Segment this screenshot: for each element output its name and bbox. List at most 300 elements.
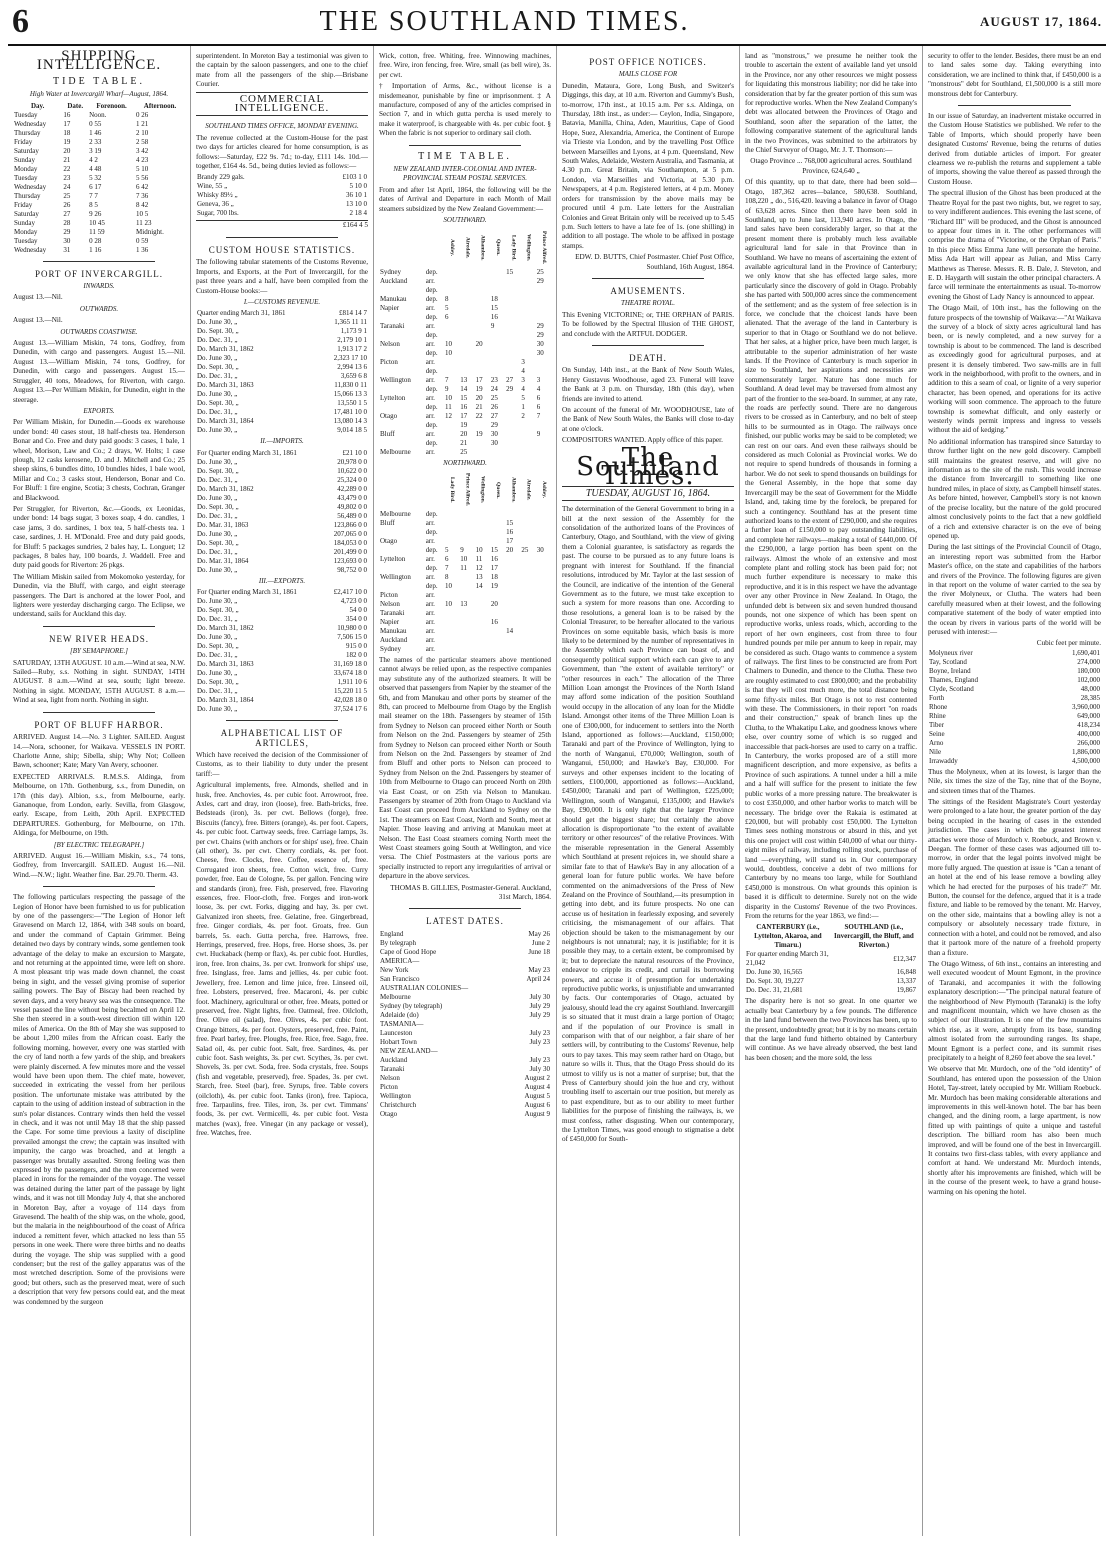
table-cell <box>505 421 520 430</box>
table-cell <box>505 618 520 627</box>
divider <box>592 345 704 346</box>
table-cell <box>459 295 474 304</box>
table-cell: Melbourne <box>380 447 411 456</box>
masthead <box>8 0 1106 46</box>
table-cell: For Quarter ending March 31, 1861 <box>197 448 297 457</box>
table-cell <box>459 582 474 591</box>
editorial-conclusion: The disparity here is not so great. In one quarter we actually beat Canterbury by a few pounds. The difference in the land fund between the two Provinces has been, up to the present, undoubtedly great; but it is by no means certain that the large land fund hitherto obtained by Canterbury will continue. As we have already observed, the best land has been chosen; and the more sold, the less <box>745 997 917 1062</box>
table-cell: 15 <box>506 267 514 276</box>
exports-row <box>196 597 368 606</box>
table-cell: 18 <box>63 128 71 137</box>
table-cell <box>505 412 520 421</box>
table-cell: 1,913 17 2 <box>337 345 367 354</box>
tide-row <box>13 183 185 192</box>
table-cell: 15 <box>490 545 498 554</box>
duty-row <box>196 209 368 218</box>
amusements-heading: AMUSEMENTS. <box>610 285 686 296</box>
table-cell: Do. Sept. 30, „ <box>197 678 239 687</box>
alphabetical-heading: ALPHABETICAL LIST OF ARTICLES, <box>220 728 344 748</box>
table-cell: Do. Sept. 30, „ <box>197 466 239 475</box>
table-cell: Do. Mar. 31, 1864 <box>197 556 249 565</box>
duty-row <box>196 191 368 200</box>
northward-header: Lady Bird. <box>449 477 456 503</box>
table-cell <box>444 322 459 331</box>
table-cell: 30 <box>63 236 71 245</box>
northward-header <box>425 470 444 510</box>
table-cell: Picton <box>380 1082 398 1091</box>
latest-date-row <box>379 1011 551 1020</box>
table-cell: England <box>380 929 404 938</box>
table-cell <box>444 421 459 430</box>
table-cell: 0 59 <box>136 236 149 245</box>
table-cell <box>475 313 490 322</box>
table-cell: Do. March 31, 1862 <box>197 345 254 354</box>
table-cell <box>520 421 535 430</box>
table-cell <box>444 331 459 340</box>
table-cell: Do. Dec. 31, „ <box>197 687 238 696</box>
table-cell <box>490 286 505 295</box>
table-cell: Molyneux river <box>929 648 973 657</box>
table-cell: 1,886,000 <box>1072 747 1100 756</box>
table-cell <box>520 564 535 573</box>
tide-row <box>13 210 185 219</box>
table-cell: Sydney (by telegraph) <box>380 1001 443 1010</box>
southward-row <box>379 448 551 457</box>
column-notices <box>557 46 740 1536</box>
table-cell: Do. June 30, „ <box>197 529 238 538</box>
table-cell: Do. Sept. 30, „ <box>197 363 239 372</box>
table-cell: Taranaki <box>380 608 405 617</box>
table-cell: 2,994 13 6 <box>337 363 367 372</box>
table-cell: Quarter ending March 31, 1861 <box>197 309 286 318</box>
table-cell: Sydney <box>380 267 401 276</box>
table-cell: Rhone <box>929 702 948 711</box>
agricultural-acres: Otago Province ... 768,000 agricultural acres. Southland Province, 624,640 „ <box>750 157 912 175</box>
table-cell: 10 <box>460 554 468 563</box>
exports-row <box>196 705 368 714</box>
exports-row <box>196 633 368 642</box>
northward-header: Prince Alfred. <box>464 473 471 507</box>
newspaper-title: THE SOUTHLAND TIMES. <box>319 6 690 37</box>
tide-table <box>13 102 185 255</box>
table-cell: 4 <box>536 384 541 393</box>
table-cell: arr. <box>425 303 435 312</box>
table-cell: 3 <box>521 357 525 366</box>
southward-row <box>379 394 551 403</box>
exports-row <box>196 660 368 669</box>
exports-text: Per William Miskin, for Dunedin.—Goods ex warehouse under bond: 40 cases stout, 18 half-chests tea. Henderson Bonar and Co. Free and duty paid goods: 3 cases, 1 bale, 1 wheel, Morison, Law and Co.; 2 drays, W. Holts; 1 case plough, 12 casks kerosene, D. and J. Mitchell and Co.; 25 sheep skins, 6 bundles ditto, 10 bundles hides, 1 bale wool, Millar and Co.; 3 casks stout, Henderson, Bonar and Co. For Bluff: 1 fire engine, Scotia; 3 chests, Cochran, Granger and Blackwood. <box>13 418 185 502</box>
table-cell: arr. <box>425 321 435 330</box>
table-cell: 274,000 <box>1077 657 1100 666</box>
table-cell: 42,289 0 0 <box>337 484 367 493</box>
table-cell: £12,347 <box>893 954 916 963</box>
southward-row <box>379 376 551 385</box>
river-row <box>928 658 1101 667</box>
northward-row <box>379 627 551 636</box>
table-cell: arr. <box>425 518 435 527</box>
southward-label: SOUTHWARD. <box>443 216 487 225</box>
table-cell: 13,080 14 3 <box>333 417 367 426</box>
table-cell: 14 <box>475 581 483 590</box>
table-cell: Do. Sept. 30, „ <box>197 502 239 511</box>
bluff-heading: PORT OF BLUFF HARBOR. <box>34 719 164 730</box>
table-cell <box>505 430 520 439</box>
southward-table <box>379 228 551 457</box>
table-cell: dep. <box>425 545 438 554</box>
death-notice: On account of the funeral of Mr. WOODHOUSE, late of the Bank of New South Wales, the Banks will close to-day at one o'clock. <box>562 406 734 433</box>
column-shipping <box>8 46 191 1536</box>
table-cell <box>475 295 490 304</box>
table-cell: 42,028 18 0 <box>333 696 367 705</box>
table-cell: dep. <box>425 285 438 294</box>
table-cell <box>511 1020 551 1029</box>
table-cell: Do. June 30, „ <box>197 457 238 466</box>
table-cell: August 9 <box>524 1109 550 1118</box>
table-cell <box>536 295 551 304</box>
table-cell <box>475 528 490 537</box>
table-cell: 354 0 0 <box>346 615 367 624</box>
table-cell: 1 16 <box>89 245 102 254</box>
table-cell: Otago <box>380 536 398 545</box>
comparison-row <box>745 968 917 977</box>
news-gold: No additional information has transpired since Saturday to throw further light on the new gold discovery. Campbell still maintains the greatest reserve, and will give no information as to the site of the rush. This would increase the distance from Invercargill to something like one hundred miles, in place of sixty, as Campbell himself states. As before hinted, however, Campbell's story is not known of the precise locality, but the nature of the gold procured almost conclusively points to the fact that a new goldfield of a rich and extensive character is on the eve of being opened up. <box>928 437 1101 540</box>
news-rivers: During the last sittings of the Provincial Council of Otago, an interesting report was submitted from the Harbor Master's office, on the state and capabilities of the harbors and rivers of the Province. The following figures are given in that report on the volume of water carried to the sea by the river Molyneux, or Clutha. The waters had been carefully measured when at their lowest, and the following comparative statement of the body of water emptied into the ocean by rivers in various parts of the world will be perused with interest:— <box>928 543 1101 636</box>
table-cell: Bluff <box>380 429 395 438</box>
northward-row <box>379 537 551 546</box>
table-cell: Hobart Town <box>380 1037 417 1046</box>
table-cell: Napier <box>380 617 400 626</box>
table-cell: Do. June 30, „ <box>197 493 238 502</box>
table-cell <box>459 519 474 528</box>
river-row <box>928 649 1101 658</box>
table-cell <box>475 421 490 430</box>
table-cell: 5 10 0 <box>349 182 367 191</box>
table-cell: May 23 <box>528 965 550 974</box>
table-cell: July 29 <box>529 1001 550 1010</box>
table-cell <box>520 636 535 645</box>
southward-header: Lady Bird. <box>510 234 517 261</box>
table-cell <box>459 268 474 277</box>
imports-row <box>196 530 368 539</box>
table-cell: Do. Dec. 31, „ <box>197 336 238 345</box>
table-cell: May 26 <box>528 929 550 938</box>
table-cell <box>379 286 425 295</box>
table-cell: £103 1 0 <box>342 173 367 182</box>
compositors-ad: COMPOSITORS WANTED. Apply office of this paper. <box>562 436 723 445</box>
table-cell: 11 <box>445 402 452 411</box>
southward-row <box>379 313 551 322</box>
table-cell <box>520 582 535 591</box>
table-cell: 102,000 <box>1077 675 1100 684</box>
table-cell <box>520 573 535 582</box>
table-cell: Thursday <box>14 191 41 200</box>
rivers-table <box>928 649 1101 766</box>
revenue-row <box>196 408 368 417</box>
table-cell <box>505 277 520 286</box>
editorial-end: security to offer to the lender. Besides, there must be an end to land sales some day. Taking everything into consideration, we are inclined to think that, if £450,000 is a "monstrous" debt for Southland, £1,500,000 is a still more monstrous debt for Canterbury. <box>928 52 1101 98</box>
divider <box>226 720 338 721</box>
revenue-heading: I.—CUSTOMS REVENUE. <box>243 297 321 306</box>
table-cell: dep. <box>425 330 438 339</box>
table-cell: 1,365 11 11 <box>334 318 367 327</box>
latest-date-row <box>379 1101 551 1110</box>
editorial-body: Of this quantity, up to that date, there had been sold— Otago, 187,362 acres—balance, 580,638. Southland, 108,220 „ do., 516,420. leaving a balance in favor of Otago of 63,628 acres. Since then there have been sold in Southland, up to June last, 113,940 acres. In Otago, the land sales have been considerably larger, so that at the present moment there is probably much less available agricultural land for sale in that Province than in Southland. We have no means of ascertaining the extent of available agricultural land in the Province of Canterbury; we only know that she has effected large sales, more particularly since the discovery of gold in Otago. Probably she has parted with 500,000 acres since the commencement of the settlement; and as the system of free selection is in force, we conclude that the choicest lands have been alienated. That the average of the land in Canterbury is superior to that in Otago or Southland we do not believe. That her sales, at a higher price, have been much larger, is attributable to the superior administration of her waste lands. If the Province of Canterbury is much superior in size to Southland, her aspirations and necessities are commensurately larger. Nature has done much for Southland. A dead level may be traversed from almost any part of the frontier to the sea-board. In summer, at any rate, the roads are perfectly sound. There are no dangerous rivers to be crossed as in Canterbury, and no belt of steep hills to be surmounted as in Otago. The railways once finished, our public works may be said to be completed; we can rest on our oars. And even these railways should be considered as much Colonial as Provincial works. We do not require to spend hundreds of thousands in forming a harbor. We do not seek to spend thousands on buildings for the General Assembly, in the hope that some day Invercargill may be the seat of Government for the Middle Island, and, taking time by the forelock, be prepared for such a contingency. Southland has at the present time authorized loans to the extent of £290,000, and she requires a further loan of £150,000 to pay outstanding liabilities, and complete her railways—making a total of £440,000. Of the £290,000, a large portion has been spent on the railways. Almost the whole of an extensive and most complete plant and rolling stock has been paid for; not much further expenditure is necessary to make this reproductive, and it is in this respect we have the advantage over any other Province in New Zealand. In Otago, the unfunded debt is between six and seven hundred thousand pounds, not one sixpence of which has been spent on reproductive works, unless roads, which, according to the report of her own engineers, cost from three to four hundred pounds per mile per annum to keep in repair, may be considered as such. Otago wants to commence a system of railways. The first lines to be constructed are from Port Chalmers to Dunedin, and thence to the Clutha. These two are roughly estimated to cost £800,000; and the probability is that they will cost much more, the total distance being some fifty-six miles. But Otago is not to rest contented with these. The Commissioners, in their report "on roads and their construction," speak of branch lines up the Clutha, to the Whakatipu Lake, and goodness knows where else, over country some of which is so rugged and inaccessible that pack-horses are used to carry on a traffic. In Canterbury, the works proposed are of a still more magnificent description, and more expensive, as befits a Province of such aspirations. A tunnel under a hill a mile and a half will suffice for the present to initiate the few public works of a more pressing nature. The breakwater is to cost £350,000, and other harbor works to match will be necessary. The bridge over the Rakaia is estimated at £20,000, but will probably cost £50,000. The Lyttelton Times sees nothing monstrous or absurd in this, and yet this one project will cost within £40,000 of what our thirty-eight miles of railway, including rolling stock, purchase of land —everything, will stand us in. Our contemporary would, doubtless, conceive a debt of two millions for Canterbury by no means too large, while for Southland £450,000 is monstrous. On what grounds this opinion is based it is difficult to determine. Surely not on the wide disparity in the Customs' Revenue of the two Provinces. From the returns for the year 1863, we find:— <box>745 178 917 920</box>
exports-label: EXPORTS. <box>83 406 115 415</box>
table-cell: 15,066 13 3 <box>333 390 367 399</box>
table-cell: £2,417 10 0 <box>333 588 367 597</box>
table-cell <box>490 645 505 654</box>
table-cell: 1 46 <box>89 128 102 137</box>
southward-row <box>379 421 551 430</box>
southward-row <box>379 331 551 340</box>
revenue-row <box>196 309 368 318</box>
table-cell <box>444 430 459 439</box>
table-cell: 5 56 <box>136 173 149 182</box>
table-cell: New York <box>380 965 409 974</box>
table-cell <box>505 510 520 519</box>
northward-header <box>379 470 425 510</box>
table-cell: Whisky 89½ „ <box>197 191 238 200</box>
table-cell: 7 36 <box>136 191 149 200</box>
table-cell: arr. <box>425 375 435 384</box>
table-cell: Launceston <box>380 1028 413 1037</box>
revenue-row <box>196 381 368 390</box>
river-row <box>928 667 1101 676</box>
table-cell <box>520 537 535 546</box>
table-cell: 6 <box>445 554 449 563</box>
table-cell: 7,506 15 0 <box>337 633 367 642</box>
table-cell: 19,867 <box>896 986 916 995</box>
table-cell: 17,481 10 0 <box>333 408 367 417</box>
table-cell: dep. <box>425 267 438 276</box>
table-cell <box>536 367 551 376</box>
table-cell <box>536 627 551 636</box>
table-cell <box>475 627 490 636</box>
imports-row <box>196 467 368 476</box>
table-cell: Do. Dec. 31, „ <box>197 372 238 381</box>
table-cell: August 5 <box>524 1091 550 1100</box>
semaphore-label: [BY SEMAPHORE.] <box>70 647 128 656</box>
comparison-row <box>745 986 917 995</box>
table-cell <box>475 367 490 376</box>
southward-row <box>379 385 551 394</box>
table-cell: Do. Mar. 31, 1863 <box>197 520 249 529</box>
table-cell: July 23 <box>529 1055 550 1064</box>
table-cell: 16 <box>63 110 71 119</box>
latest-date-row <box>379 1020 551 1029</box>
table-cell: Do. Sept. 30, „ <box>197 538 239 547</box>
northward-row <box>379 564 551 573</box>
table-cell: 37,524 17 6 <box>333 705 367 714</box>
table-cell: July 30 <box>529 992 550 1001</box>
table-cell: 14 <box>506 626 514 635</box>
table-cell <box>459 609 474 618</box>
table-cell: 29 <box>536 321 544 330</box>
table-cell: 3,659 6 8 <box>340 372 367 381</box>
stats-text: The following tabular statements of the Customs Revenue, Imports, and Exports, at the Port of Invercargill, for the past three years and a half, have been compiled from the Custom-House books:— <box>196 258 368 295</box>
table-cell: 27 <box>490 411 498 420</box>
table-cell: 27 <box>506 375 514 384</box>
articles-continued: Wick, cotton, free. Whiting, free. Winnowing machines, free. Wire, iron fencing, free. Wire, small (as bell wire), 3s. per cwt. <box>379 52 551 79</box>
table-cell: 27 <box>63 209 71 218</box>
table-cell: 2 58 <box>136 137 149 146</box>
imports-table <box>196 449 368 575</box>
table-cell: 7 <box>536 411 541 420</box>
duty-row <box>196 182 368 191</box>
table-cell <box>536 609 551 618</box>
imports-row <box>196 557 368 566</box>
column-time-table <box>374 46 557 1536</box>
table-cell <box>379 403 425 412</box>
table-cell: 43,479 0 0 <box>337 493 367 502</box>
table-cell: Do. Dec. 31, „ <box>197 547 238 556</box>
table-cell: 5 <box>445 545 449 554</box>
southward-row <box>379 349 551 358</box>
table-cell: 123,693 0 0 <box>333 556 367 565</box>
table-cell: 9,014 18 5 <box>337 426 367 435</box>
duty-row <box>196 173 368 182</box>
table-cell: Tuesday <box>14 110 38 119</box>
table-cell <box>444 358 459 367</box>
table-cell: 16 <box>490 617 498 626</box>
northward-header: Ashley. <box>540 481 547 499</box>
table-cell: 13 <box>460 375 468 384</box>
latest-date-row <box>379 957 551 966</box>
table-cell: 3 <box>536 375 541 384</box>
table-cell <box>511 957 551 966</box>
news-molyneux: Thus the Molyneux, when at its lowest, is larger than the Nile, six times the size of the Tay, nine that of the Boyne, and sixteen times that of the Thames. <box>928 767 1101 795</box>
table-cell: 20 <box>506 545 514 554</box>
table-cell <box>475 268 490 277</box>
table-cell: 8 <box>445 572 449 581</box>
northward-row <box>379 573 551 582</box>
articles-notes: † Importation of Arms, &c., without license is a misdemeanor, punishable by fine or imprisonment. ‡ A manufacture, composed of any of the articles comprised in Section 7, and in which gutta percha is used merely to make it waterproof, is chargeable with 4s. per cubic foot. § When the fabric is not superior to ordinary sail cloth. <box>379 82 551 138</box>
table-cell: 13 <box>475 572 483 581</box>
river-row <box>928 739 1101 748</box>
exports-stat-heading: III.—EXPORTS. <box>258 576 306 585</box>
table-cell: 201,499 0 0 <box>333 547 367 556</box>
table-cell: 19 <box>460 420 468 429</box>
news-theatre: The spectral illusion of the Ghost has been produced at the Theatre Royal for the past two nights, but, we regret to say, to very indifferent audiences. This evening the last scene, of "Richard III" will be produced, and the Ghost is announced to appear four times in it. The other performances will comprise the drama of "Victorine, or the Orphan of Paris." In this piece Miss Emma Jane will personate the heroine. Miss Ada Hart will appear as Julian, and Miss Carry Matthews as Therese. Messrs. R. B. Dale, J. Steveton, and E. D. Haygarth will sustain the other principal characters. A farce will terminate the entertainments as usual. To-morrow evening the Ghost of Lady Nancy is announced to appear. <box>928 189 1101 301</box>
table-cell <box>505 349 520 358</box>
southward-row <box>379 268 551 277</box>
table-cell <box>536 636 551 645</box>
latest-date-row <box>379 930 551 939</box>
revenue-row <box>196 390 368 399</box>
table-cell <box>505 564 520 573</box>
river-row <box>928 721 1101 730</box>
table-cell: AMERICA— <box>380 956 420 965</box>
table-cell: 6 42 <box>136 182 149 191</box>
table-cell <box>379 564 425 573</box>
table-cell: 6 17 <box>89 182 102 191</box>
table-cell <box>459 510 474 519</box>
table-cell <box>475 286 490 295</box>
table-cell <box>536 591 551 600</box>
latest-date-row <box>379 1029 551 1038</box>
table-cell: dep. <box>425 294 438 303</box>
comparison-row <box>745 977 917 986</box>
table-cell: Forth <box>929 693 945 702</box>
table-cell: 19 <box>475 429 483 438</box>
table-cell <box>459 636 474 645</box>
exports-row <box>196 615 368 624</box>
table-cell <box>444 277 459 286</box>
table-cell <box>536 304 551 313</box>
table-cell <box>511 984 551 993</box>
table-cell: Bluff <box>380 518 395 527</box>
table-cell <box>520 340 535 349</box>
table-cell: August 6 <box>524 1100 550 1109</box>
table-cell: Picton <box>380 590 398 599</box>
table-cell: 30 <box>490 429 498 438</box>
table-cell: 6 <box>445 312 449 321</box>
table-cell: 16 <box>506 527 514 536</box>
exports-row <box>196 606 368 615</box>
table-cell <box>536 573 551 582</box>
southward-header <box>425 228 444 268</box>
table-cell: 21 <box>460 438 468 447</box>
table-cell <box>536 582 551 591</box>
southward-row <box>379 358 551 367</box>
table-cell <box>505 286 520 295</box>
table-cell: 18 <box>490 572 498 581</box>
table-cell <box>536 313 551 322</box>
table-cell <box>475 591 490 600</box>
table-cell: 16 <box>460 402 468 411</box>
table-cell: £21 10 0 <box>342 448 367 457</box>
table-cell: 25 <box>63 191 71 200</box>
table-cell: 6 <box>536 393 541 402</box>
table-cell: 2 10 <box>136 128 149 137</box>
table-cell <box>444 627 459 636</box>
table-cell: Auckland <box>380 1055 408 1064</box>
issue-date: AUGUST 17, 1864. <box>980 14 1102 29</box>
table-cell <box>505 295 520 304</box>
rivers-header: Cubic feet per minute. <box>1036 639 1101 648</box>
tide-row <box>13 237 185 246</box>
northward-row <box>379 510 551 519</box>
table-cell: 20 <box>475 339 483 348</box>
table-cell: 10 <box>445 339 452 348</box>
table-cell: 10 <box>445 348 452 357</box>
revenue-row <box>196 345 368 354</box>
table-cell: 17 <box>490 563 498 572</box>
table-cell: Otago <box>380 411 398 420</box>
stats-heading: CUSTOM HOUSE STATISTICS. <box>208 244 356 255</box>
tide-row <box>13 147 185 156</box>
table-cell: Manukau <box>380 626 407 635</box>
table-cell: arr. <box>425 411 435 420</box>
table-cell: 9 <box>490 321 495 330</box>
table-cell <box>505 322 520 331</box>
table-cell <box>379 439 425 448</box>
table-cell: Thursday <box>14 128 41 137</box>
table-cell: 13 10 0 <box>346 200 367 209</box>
exports-row <box>196 624 368 633</box>
table-cell: 29 <box>536 330 544 339</box>
table-cell: 0 26 <box>136 110 149 119</box>
table-cell <box>444 367 459 376</box>
table-cell: 25,324 0 0 <box>337 475 367 484</box>
imports-row <box>196 512 368 521</box>
divider <box>958 105 1071 106</box>
revenue-row <box>196 318 368 327</box>
table-cell: 17 <box>506 536 514 545</box>
table-cell: Boyne, Ireland <box>929 666 971 675</box>
table-cell: Do. March 31, 1864 <box>197 417 254 426</box>
tide-row <box>13 228 185 237</box>
